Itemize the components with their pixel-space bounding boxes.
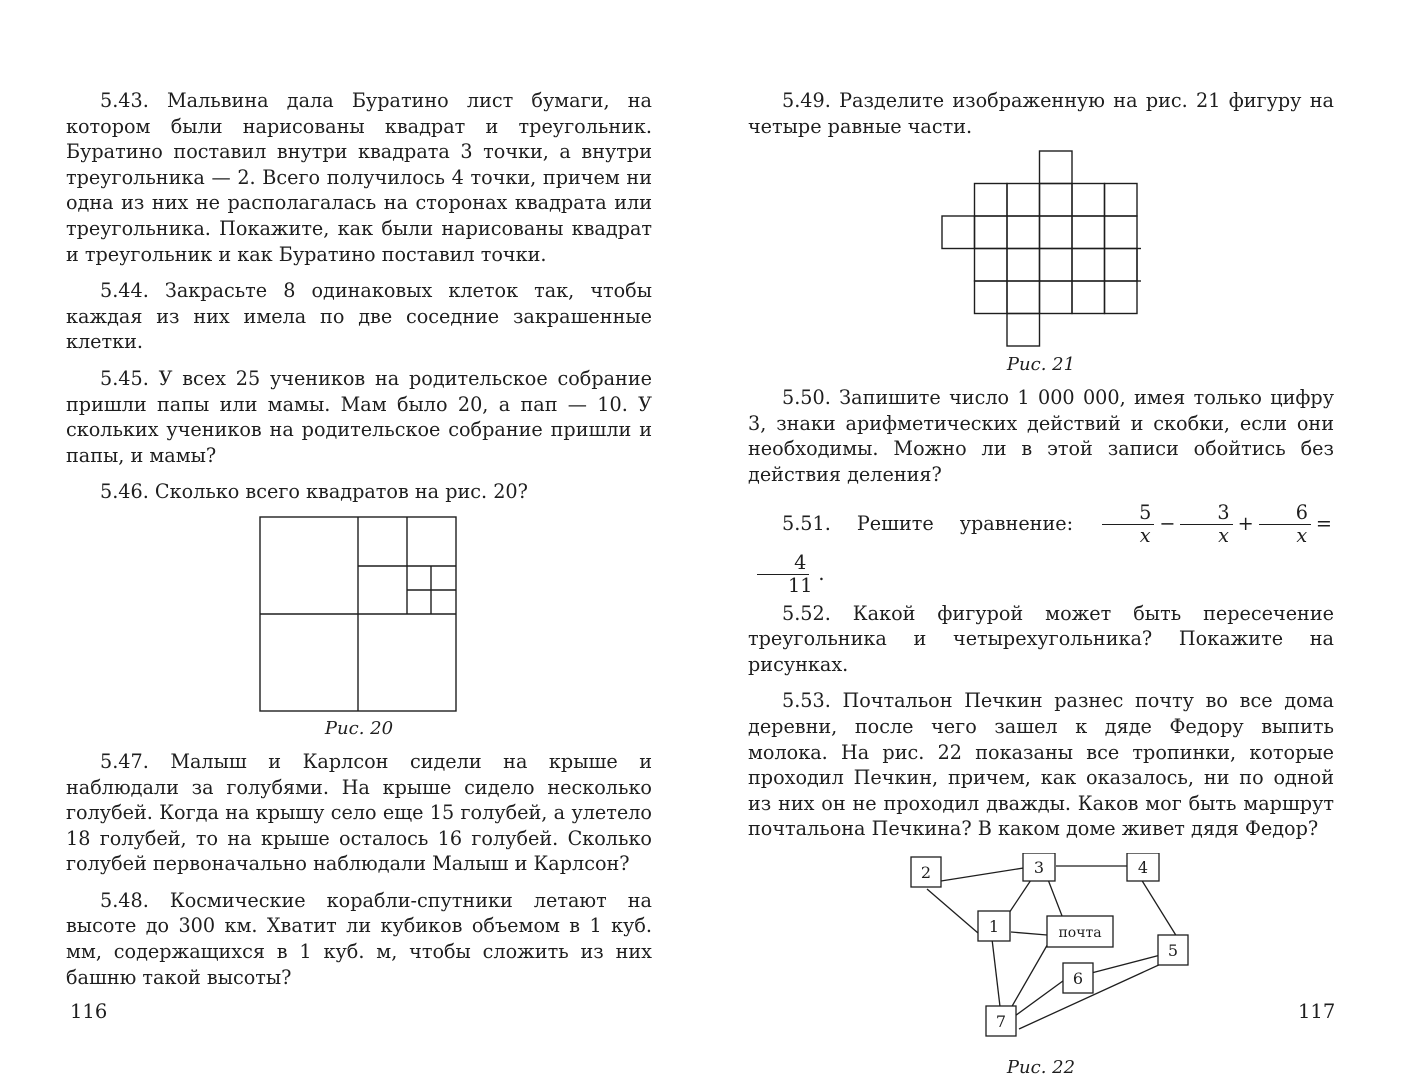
grid-cell	[975, 281, 1008, 314]
figure-21-grid	[941, 150, 1141, 350]
page-number-right: 117	[1298, 1000, 1336, 1023]
fraction-1	[1102, 502, 1154, 547]
grid-cell	[1040, 151, 1073, 184]
node-4-label: 4	[1137, 857, 1149, 877]
grid-cell	[1040, 184, 1073, 217]
problem-5-52: 5.52. Какой фигурой может быть пересечение треугольника и четырехугольника? Покажите на рисунках.	[748, 601, 1334, 676]
node-6-label: 6	[1072, 968, 1084, 988]
numerator-4: 4	[757, 552, 809, 575]
left-page	[66, 88, 652, 1001]
node-post-label: почта	[1058, 924, 1102, 941]
grid-cell	[1137, 249, 1141, 282]
problem-5-45: 5.45. У всех 25 учеников на родительское собрание пришли папы или мамы. Мам было 20, а пап — 10. У скольких учеников на родительское собрание пришли и папы, и мамы?	[66, 366, 652, 467]
problem-5-53: 5.53. Почтальон Печкин разнес почту во все дома деревни, после чего зашел к дяде Федору выпить молока. На рис. 22 показаны все тропинки, которые проходил Печкин, причем, как оказалось, ни по одной из них он не проходил дважды. Каков мог быть маршрут почтальона Печкина? В каком доме живет дядя Федор?	[748, 689, 1334, 841]
grid-cell	[1105, 249, 1138, 282]
grid-cell	[1040, 216, 1073, 249]
grid-cell	[1072, 184, 1105, 217]
problem-5-50: 5.50. Запишите число 1 000 000, имея только цифру 3, знаки арифметических действий и скобки, если они необходимы. Можно ли в этой записи обойтись без действия деления?	[748, 386, 1334, 486]
figure-21-caption: Рис. 21	[1006, 354, 1076, 376]
equals-sign: =	[1315, 511, 1332, 535]
problem-5-47: 5.47. Малыш и Карлсон сидели на крыше и наблюдали за голубями. На крыше сидело несколько голубей. Когда на крышу село еще 15 голубей, а улетело 18 голубей, то на крыше осталось 16 голубей. Сколько голубей первоначально наблюдали Малыш и Карлсон?	[66, 749, 652, 876]
grid-cell	[1007, 314, 1040, 347]
figure-22-caption: Рис. 22	[1006, 1056, 1076, 1078]
equation-prefix: 5.51. Решите уравнение:	[782, 511, 1074, 535]
grid-cell	[1040, 249, 1073, 282]
denominator-4: 11	[788, 574, 813, 598]
problem-5-46: 5.46. Сколько всего квадратов на рис. 20?	[100, 480, 528, 504]
grid-cell	[1007, 281, 1040, 314]
problem-5-49: 5.49. Разделите изображенную на рис. 21 фигуру на четыре равные части.	[748, 89, 1334, 138]
right-page	[748, 88, 1334, 1088]
grid-cell	[1105, 281, 1138, 314]
numerator-3: 6	[1259, 502, 1311, 525]
node-2-label: 2	[920, 862, 932, 882]
fraction-2	[1180, 502, 1232, 547]
figure-20-squares	[259, 516, 459, 714]
grid-cell	[1007, 249, 1040, 282]
node-3-label: 3	[1033, 857, 1045, 877]
grid-cell	[975, 216, 1008, 249]
grid-cell	[975, 249, 1008, 282]
numerator-1: 5	[1102, 502, 1154, 525]
fraction-4	[751, 552, 815, 597]
grid-cell	[942, 216, 975, 249]
fraction-3	[1259, 502, 1311, 547]
plus-sign: +	[1237, 511, 1254, 535]
denominator-1: x	[1139, 524, 1151, 548]
node-1-label: 1	[988, 916, 1000, 936]
node-5-label: 5	[1167, 940, 1179, 960]
node-7-label: 7	[995, 1011, 1007, 1031]
grid-cell	[1040, 281, 1073, 314]
denominator-2: x	[1218, 524, 1229, 548]
grid-cell	[1007, 184, 1040, 217]
denominator-3: x	[1296, 524, 1308, 548]
figure-20-caption: Рис. 20	[324, 717, 394, 739]
minus-sign: −	[1159, 511, 1176, 535]
problem-5-43: 5.43. Мальвина дала Буратино лист бумаги, на котором были нарисованы квадрат и треугольник. Буратино поставил внутри квадрата 3 точки, а внутри треугольника — 2. Всего получилось 4 точки, причем ни одна из них не располагалась на сторонах квадрата или треугольника. Покажите, как были нарисованы квадрат и треугольник и как Буратино поставил точки.	[66, 89, 652, 266]
grid-cell	[1072, 249, 1105, 282]
problem-5-51	[748, 499, 1334, 599]
figure-22-graph	[891, 853, 1191, 1053]
problem-5-44: 5.44. Закрасьте 8 одинаковых клеток так, чтобы каждая из них имела по две соседние закрашенные клетки.	[66, 279, 652, 354]
grid-cell	[1105, 216, 1138, 249]
numerator-2: 3	[1180, 502, 1232, 525]
grid-cell	[1072, 216, 1105, 249]
grid-cell	[1072, 281, 1105, 314]
page-number-left: 116	[70, 1000, 108, 1023]
grid-cell	[975, 184, 1008, 217]
equation-period: .	[818, 561, 825, 585]
problem-5-48: 5.48. Космические корабли-спутники летают на высоте до 300 км. Хватит ли кубиков объемом в 1 куб. мм, содержащихся в 1 куб. м, чтобы сложить из них башню такой высоты?	[66, 888, 652, 989]
grid-cell	[1105, 184, 1138, 217]
grid-cell	[1007, 216, 1040, 249]
